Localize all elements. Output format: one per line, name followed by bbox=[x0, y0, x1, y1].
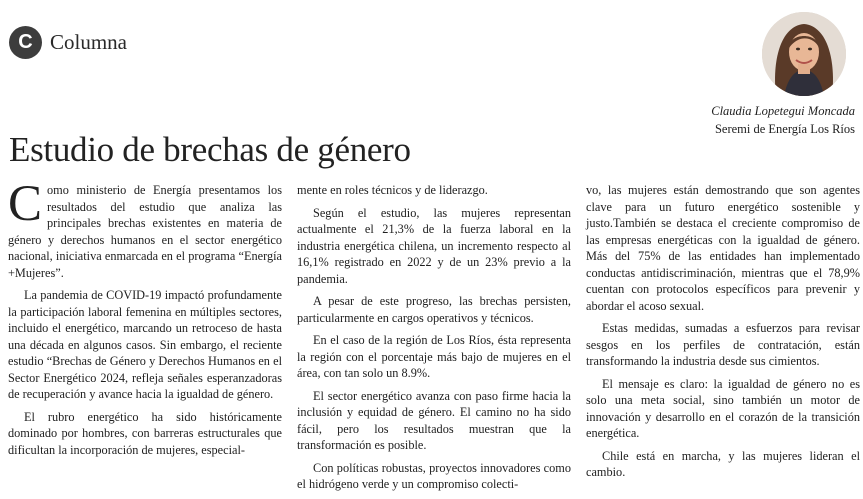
article-column-3 bbox=[586, 182, 860, 487]
column-badge-icon: C bbox=[9, 26, 42, 59]
paragraph: La pandemia de COVID-19 impactó profundamente la participación laboral femenina en múltiples sectores, incluido el energético, marcando un retroceso de hasta una década en algunos casos. Sin embargo, el reciente estudio “Brechas de Género y Derechos Humanos en el Sector Energético 2024, refleja señales esperanzadoras de recuperación y avance hacia la igualdad de género. bbox=[8, 288, 282, 401]
paragraph: En el caso de la región de Los Ríos, ésta representa la región con el porcentaje más bajo de mujeres en el área, con tan solo un 8.9%. bbox=[297, 333, 571, 380]
author-photo bbox=[762, 12, 846, 96]
paragraph: Como ministerio de Energía presentamos los resultados del estudio que analiza las principales brechas existentes en materia de género y derechos humanos en el sector energético nacional, iniciativa enmarcada en el programa “Energía +Mujeres”. bbox=[8, 176, 282, 280]
author-block bbox=[711, 102, 855, 138]
paragraph: Estas medidas, sumadas a esfuerzos para revisar sesgos en los perfiles de contratación, están transformando la industria desde sus cimientos. bbox=[586, 321, 860, 368]
author-role: Seremi de Energía Los Ríos bbox=[714, 122, 855, 136]
article-column-1 bbox=[8, 176, 282, 464]
author-name: Claudia Lopetegui Moncada bbox=[711, 104, 855, 118]
drop-cap: C bbox=[8, 176, 43, 232]
paragraph: El rubro energético ha sido históricamente dominado por hombres, con barreras estructurales que dificultan la incorporación de mujeres, especial- bbox=[8, 409, 282, 457]
paragraph: mente en roles técnicos y de liderazgo. bbox=[297, 183, 488, 197]
paragraph: A pesar de este progreso, las brechas persisten, particularmente en cargos operativos y técnicos. bbox=[297, 294, 571, 325]
section-label bbox=[9, 26, 127, 59]
paragraph: vo, las mujeres están demostrando que son agentes clave para un futuro energético sostenible y justo.También se destaca el creciente compromiso de las empresas energéticas con la igualdad de género. Más del 75% de las entidades han implementado conductas antidiscriminación, mientras que el 78,9% cuentan con protocolos específicos para prevenir y abordar el acoso sexual. bbox=[586, 183, 860, 313]
paragraph: El sector energético avanza con paso firme hacia la inclusión y equidad de género. El camino no ha sido fácil, pero los resultados muestran que la transformación es posible. bbox=[297, 388, 571, 452]
paragraph: Con políticas robustas, proyectos innovadores como el hidrógeno verde y un compromiso colecti- bbox=[297, 460, 571, 491]
article-headline: Estudio de brechas de género bbox=[9, 130, 411, 169]
paragraph: El mensaje es claro: la igualdad de género no es solo una meta social, sino también un motor de innovación y desarrollo en el corazón de la transición energética. bbox=[586, 376, 860, 440]
article-column-2 bbox=[297, 182, 571, 499]
paragraph: Chile está en marcha, y las mujeres lideran el cambio. bbox=[586, 448, 860, 479]
section-title: Columna bbox=[50, 30, 127, 54]
paragraph: Según el estudio, las mujeres representan actualmente el 21,3% de la fuerza laboral en la industria energética chilena, un incremento respecto al 16,1% registrado en 2022 y de un 23% previo a la pandemia. bbox=[297, 205, 571, 286]
